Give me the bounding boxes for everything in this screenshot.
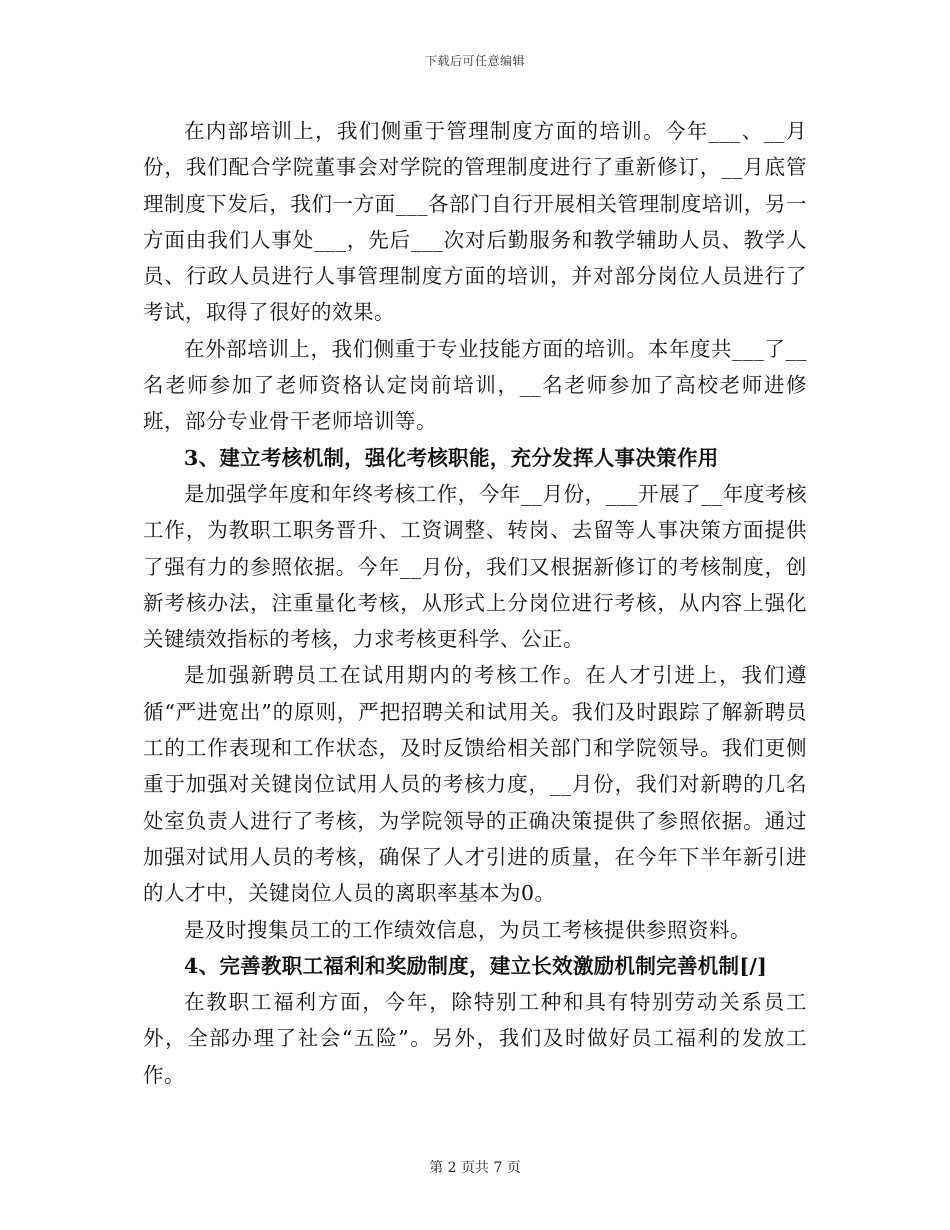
- paragraph-welfare: 在教职工福利方面，今年，除特别工种和具有特别劳动关系员工外，全部办理了社会“五险”。另外，我们及时做好员工福利的发放工作。: [143, 990, 807, 1087]
- section-heading-3: 3、建立考核机制，强化考核职能，充分发挥人事决策作用: [184, 445, 719, 470]
- section-heading-4: 4、完善教职工福利和奖励制度，建立长效激励机制完善机制[/]: [184, 953, 768, 978]
- page-number-footer: 第 2 页共 7 页: [429, 1160, 521, 1176]
- paragraph-internal-training: 在内部培训上，我们侧重于管理制度方面的培训。今年___、__月份，我们配合学院董事会对学院的管理制度进行了重新修订，__月底管理制度下发后，我们一方面___各部门自行开展相关管理制度培训，另一方面由我们人事处___，先后___次对后勤服务和教学辅助人员、教学人员、行政人员进行人事管理制度方面的培训，并对部分岗位人员进行了考试，取得了很好的效果。: [143, 119, 807, 325]
- paragraph-performance-info: 是及时搜集员工的工作绩效信息，为员工考核提供参照资料。: [184, 917, 751, 942]
- document-body: [143, 113, 807, 1093]
- paragraph-annual-assessment: 是加强学年度和年终考核工作，今年__月份，___开展了__年度考核工作，为教职工职务晋升、工资调整、转岗、去留等人事决策方面提供了强有力的参照依据。今年__月份，我们又根据新修订的考核制度，创新考核办法，注重量化考核，从形式上分岗位进行考核，从内容上强化关键绩效指标的考核，力求考核更科学、公正。: [143, 481, 807, 652]
- page-header: 下载后可任意编辑: [424, 54, 525, 68]
- paragraph-external-training: 在外部培训上，我们侧重于专业技能方面的培训。本年度共___了__名老师参加了老师资格认定岗前培训，__名老师参加了高校老师进修班，部分专业骨干老师培训等。: [143, 336, 807, 434]
- paragraph-probation-assessment: 是加强新聘员工在试用期内的考核工作。在人才引进上，我们遵循“严进宽出”的原则，严把招聘关和试用关。我们及时跟踪了解新聘员工的工作表现和工作状态，及时反馈给相关部门和学院领导。我们更侧重于加强对关键岗位试用人员的考核力度，__月份，我们对新聘的几名处室负责人进行了考核，为学院领导的正确决策提供了参照依据。通过加强对试用人员的考核，确保了人才引进的质量，在今年下半年新引进的人才中，关键岗位人员的离职率基本为0。: [143, 663, 807, 906]
